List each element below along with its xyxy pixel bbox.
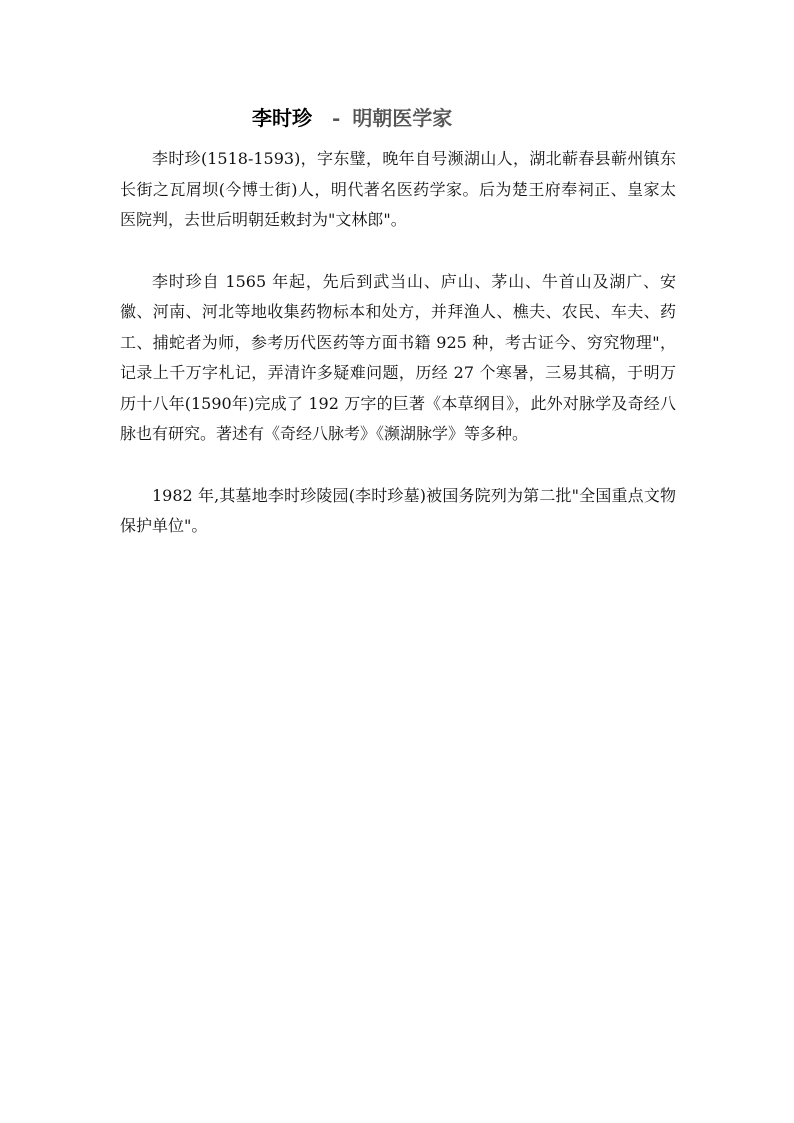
- paragraph-biography: 李时珍(1518-1593)，字东璧，晚年自号濒湖山人，湖北蕲春县蕲州镇东长街之瓦屑坝(今博士街)人，明代著名医药学家。后为楚王府奉祠正、皇家太医院判，去世后明朝廷敕封为"文林郎"。: [120, 149, 676, 229]
- paragraph-research: 李时珍自 1565 年起，先后到武当山、庐山、茅山、牛首山及湖广、安徽、河南、河北等地收集药物标本和处方，并拜渔人、樵夫、农民、车夫、药工、捕蛇者为师，参考历代医药等方面书籍 925 种，考古证今、穷究物理"，记录上千万字札记，弄清许多疑难问题，历经 27 个寒暑，三易其稿，于明万历十八年(1590年)完成了 192 万字的巨著《本草纲目》，此外对脉学及奇经八脉也有研究。著述有《奇经八脉考》《濒湖脉学》等多种。: [120, 271, 676, 443]
- title-separator: -: [332, 106, 341, 130]
- page-title: [252, 100, 572, 136]
- paragraph-heritage: 1982 年,其墓地李时珍陵园(李时珍墓)被国务院列为第二批"全国重点文物保护单位"。: [120, 485, 676, 535]
- title-name: 李时珍: [252, 106, 312, 130]
- document-body: [120, 144, 676, 542]
- title-subtitle: 明朝医学家: [352, 106, 453, 130]
